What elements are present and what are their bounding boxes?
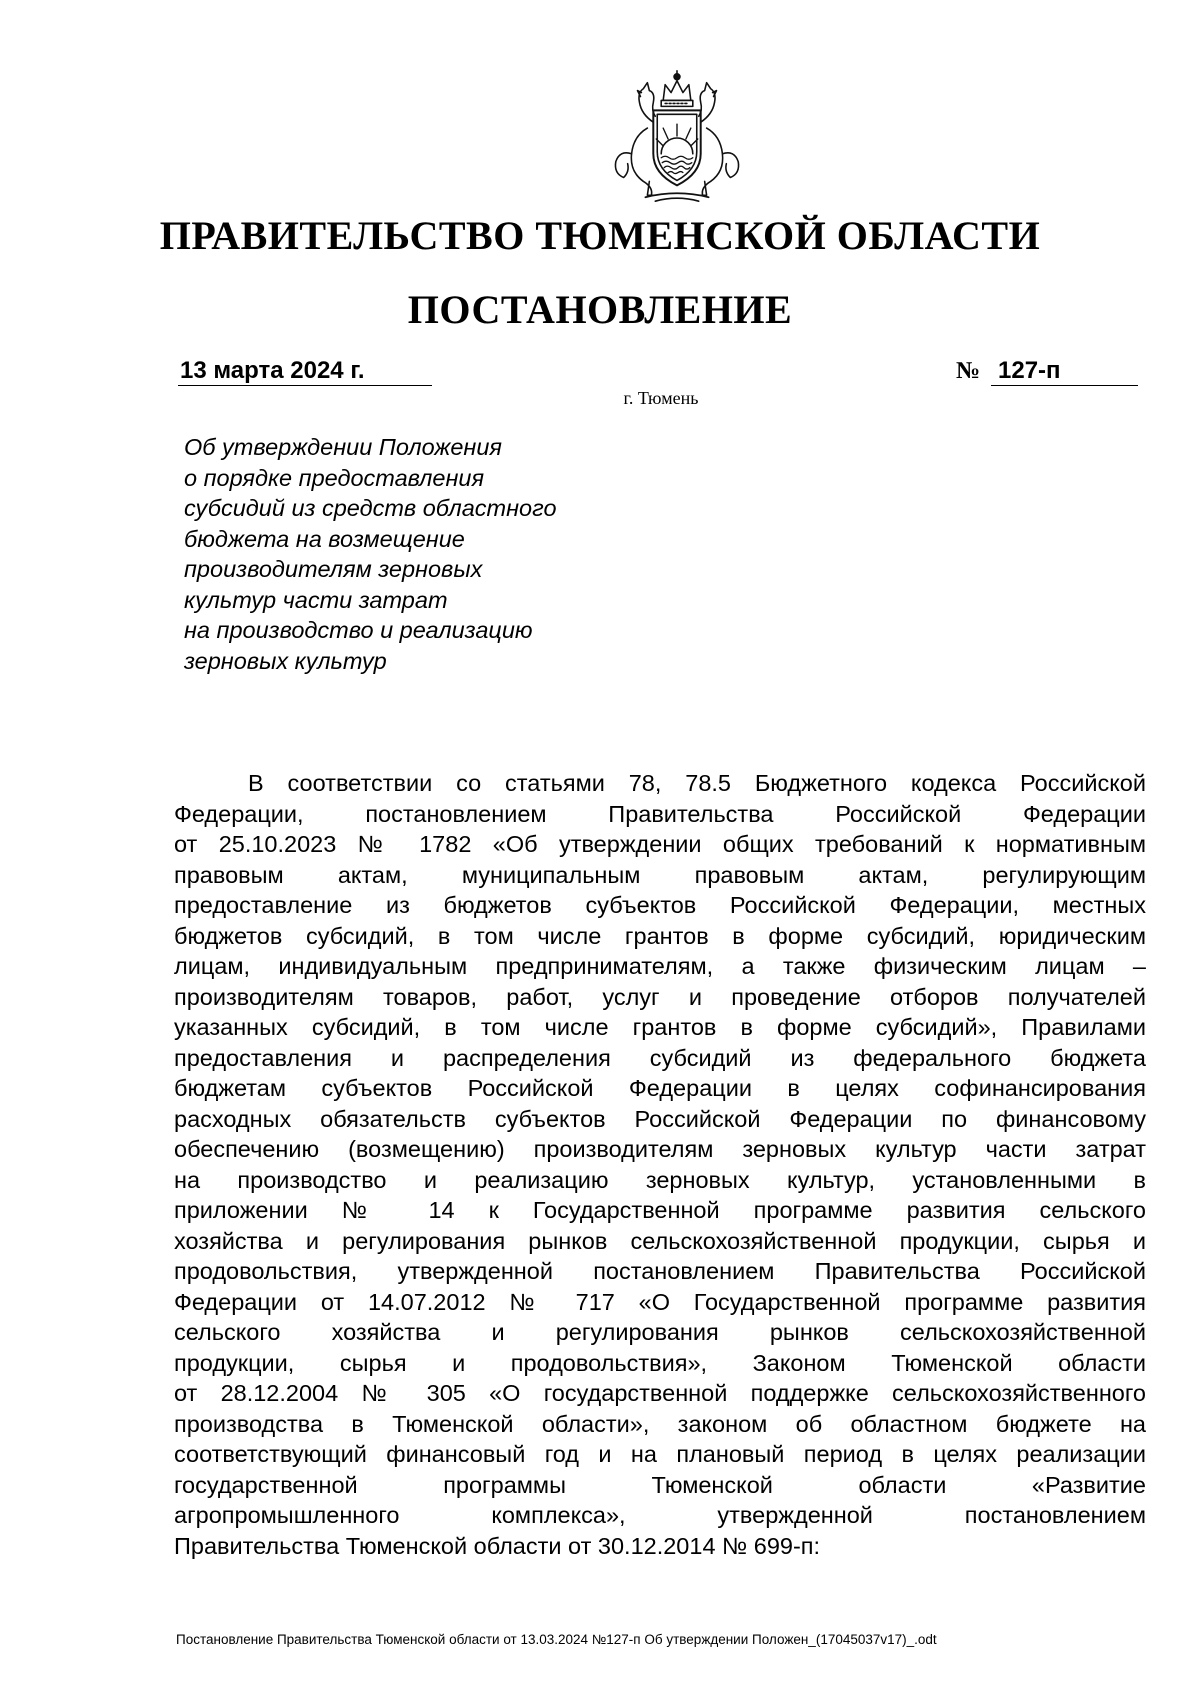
document-subject: [184, 432, 704, 676]
body-line: предоставления и распределения субсидий из федерального бюджета: [174, 1044, 1146, 1071]
body-line: бюджетов субсидий, в том числе грантов в форме субсидий, юридическим: [174, 922, 1146, 949]
body-line: на производство и реализацию зерновых культур, установленными в: [174, 1166, 1146, 1193]
document-type-title: ПОСТАНОВЛЕНИЕ: [407, 287, 793, 332]
body-line: Правительства Тюменской области от 30.12.2014 № 699-п:: [174, 1532, 821, 1559]
body-line: продовольствия, утвержденной постановлением Правительства Российской: [174, 1258, 1146, 1284]
body-line: Федерации, постановлением Правительства Российской Федерации: [174, 800, 1146, 827]
subject-line: на производство и реализацию: [184, 617, 533, 643]
body-line: от 28.12.2004 № 305 «О государственной поддержке сельскохозяйственного: [174, 1380, 1146, 1406]
subject-line: культур части затрат: [184, 586, 448, 613]
subject-line: субсидий из средств областного: [184, 495, 557, 521]
body-line: производства в Тюменской области», законом об областном бюджете на: [174, 1410, 1146, 1437]
organization-title: ПРАВИТЕЛЬСТВО ТЮМЕНСКОЙ ОБЛАСТИ: [159, 213, 1041, 258]
document-city: г. Тюмень: [623, 388, 699, 408]
number-sign: №: [956, 358, 981, 384]
body-line: продукции, сырья и продовольствия», Законом Тюменской области: [174, 1349, 1146, 1376]
body-line: агропромышленного комплекса», утвержденной постановлением: [174, 1502, 1146, 1528]
footer-filename: Постановление Правительства Тюменской области от 13.03.2024 №127-п Об утверждении Положен_(17045037v17)_.odt: [176, 1632, 937, 1647]
body-line: приложении № 14 к Государственной программе развития сельского: [174, 1197, 1146, 1223]
document-date-value: 13 марта 2024 г.: [180, 357, 365, 384]
body-line: обеспечению (возмещению) производителям зерновых культур части затрат: [174, 1136, 1146, 1162]
body-line: от 25.10.2023 № 1782 «Об утверждении общих требований к нормативным: [174, 831, 1146, 857]
body-line: указанных субсидий, в том числе грантов в форме субсидий», Правилами: [174, 1014, 1146, 1040]
subject-line: о порядке предоставления: [184, 464, 485, 491]
document-number-value: 127-п: [998, 357, 1061, 384]
body-line: государственной программы Тюменской области «Развитие: [174, 1471, 1146, 1498]
document-number: [956, 357, 1138, 385]
subject-line: бюджета на возмещение: [184, 525, 465, 552]
document-number-field: [991, 357, 1138, 386]
body-line: правовым актам, муниципальным правовым актам, регулирующим: [174, 861, 1146, 888]
body-line: лицам, индивидуальным предпринимателям, а также физическим лицам –: [174, 953, 1146, 979]
subject-line: зерновых культур: [184, 647, 387, 674]
body-line: производителям товаров, работ, услуг и проведение отборов получателей: [174, 983, 1146, 1010]
body-line: соответствующий финансовый год и на плановый период в целях реализации: [174, 1441, 1146, 1467]
body-line: предоставление из бюджетов субъектов Российской Федерации, местных: [174, 892, 1146, 918]
body-line: В соответствии со статьями 78, 78.5 Бюджетного кодекса Российской: [248, 770, 1146, 796]
tyumen-oblast-coat-of-arms-icon: [598, 62, 756, 212]
body-line: расходных обязательств субъектов Российской Федерации по финансовому: [174, 1105, 1146, 1132]
subject-line: Об утверждении Положения: [184, 434, 502, 460]
body-line: сельского хозяйства и регулирования рынков сельскохозяйственной: [174, 1319, 1146, 1345]
preamble-paragraph: [174, 768, 1146, 1561]
body-line: хозяйства и регулирования рынков сельскохозяйственной продукции, сырья и: [174, 1227, 1146, 1254]
document-date: [178, 357, 432, 386]
subject-line: производителям зерновых: [184, 556, 483, 582]
body-line: бюджетам субъектов Российской Федерации в целях софинансирования: [174, 1075, 1146, 1101]
body-line: Федерации от 14.07.2012 № 717 «О Государственной программе развития: [174, 1288, 1146, 1315]
